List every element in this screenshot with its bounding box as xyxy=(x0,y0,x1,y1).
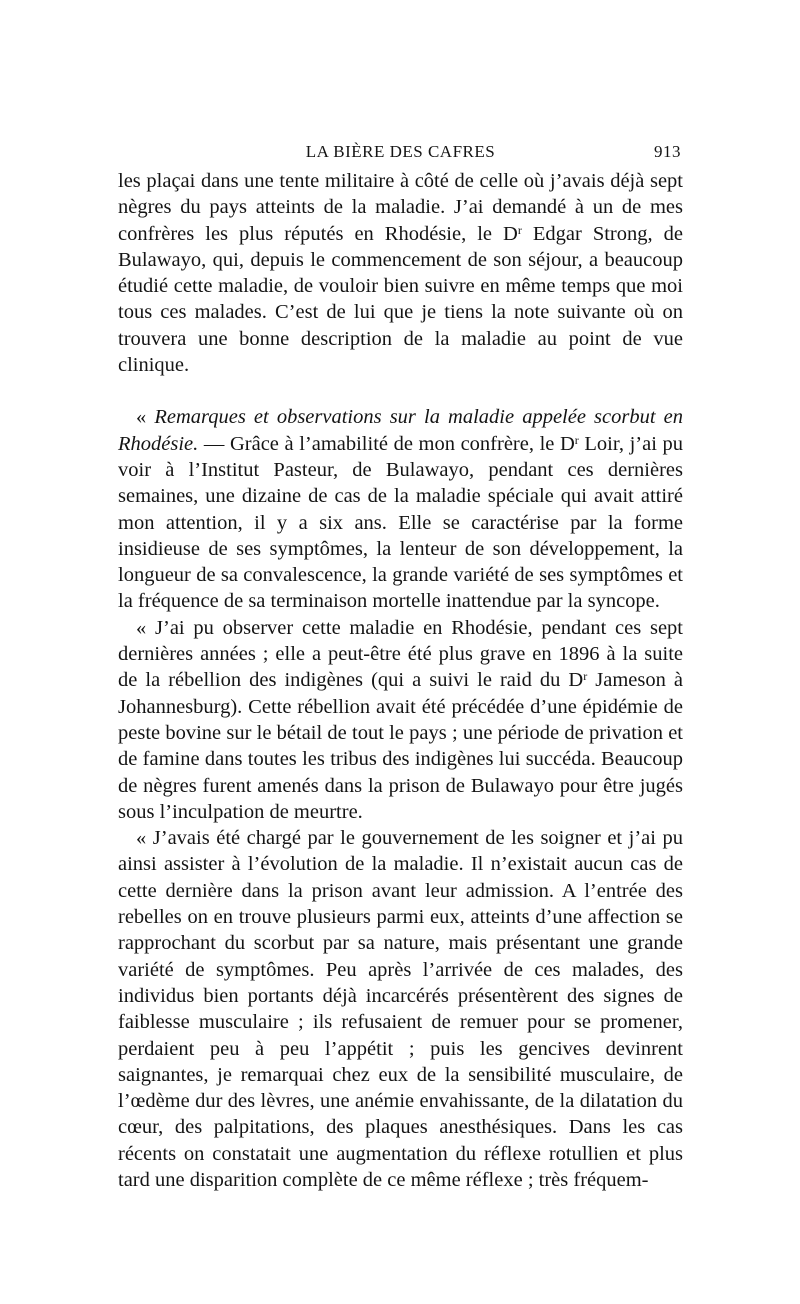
section-title-italic: Remarques et observations sur la maladie appelée scorbut en Rhodésie. xyxy=(118,406,684,455)
paragraph-3-text-a: « J’ai pu observer cette maladie en Rhodésie, pendant ces sept dernières années ; elle a peut-être été plus grave en 1896 à la suite de la rébellion des indigènes (qui a suivi le raid du D xyxy=(118,616,683,692)
page-number: 913 xyxy=(654,142,681,161)
paragraph-3 xyxy=(118,615,683,825)
paragraph-3-text-b: Jameson à Johannesburg). Cette rébellion avait été précédée d’une épidémie de peste bovine sur le bétail de tout le pays ; une période de privation et de famine dans toutes les tribus des indigènes lui succéda. Beaucoup de nègres furent amenés dans la prison de Bulawayo pour être jugés sous l’inculpation de meurtre. xyxy=(118,669,683,823)
paragraph-2 xyxy=(118,404,683,614)
doctor-abbrev-sup: r xyxy=(574,432,579,447)
book-page xyxy=(118,138,683,1193)
paragraph-2-quote-open: « xyxy=(136,406,155,429)
paragraph-4: « J’avais été chargé par le gouvernement de les soigner et j’ai pu ainsi assister à l’évolution de la maladie. Il n’existait aucun cas de cette dernière dans la prison avant leur admission. A l’entrée des rebelles on en trouve plusieurs parmi eux, atteints d’une affection se rapprochant du scorbut par sa nature, mais présentant une grande variété de symptômes. Peu après l’arrivée de ces malades, des individus bien portants déjà incarcérés présentèrent des signes de faiblesse musculaire ; ils refusaient de remuer pour se promener, perdaient peu à peu l’appétit ; puis les gencives devinrent saignantes, je remarquai chez eux de la sensibilité musculaire, de l’œdème dur des lèvres, une anémie envahissante, de la dilatation du cœur, des palpitations, des plaques anesthésiques. Dans les cas récents on constatait une augmentation du réflexe rotullien et plus tard une disparition complète de ce même réflexe ; très fréquem- xyxy=(118,827,683,1191)
paragraph-2-text-b: Loir, j’ai pu voir à l’Institut Pasteur, de Bulawayo, pendant ces dernières semaines, une dizaine de cas de la maladie spéciale qui avait attiré mon attention, il y a six ans. Elle se caractérise par la forme insidieuse de ses symptômes, la lenteur de son développement, la longueur de sa convalescence, la grande variété de ses symptômes et la fréquence de sa terminaison mortelle inattendue par la syncope. xyxy=(118,432,683,613)
paragraph-2-text-a: — Grâce à l’amabilité de mon confrère, le D xyxy=(198,432,575,455)
running-title: LA BIÈRE DES CAFRES xyxy=(305,142,496,161)
paragraph-1-text-a: les plaçai dans une tente militaire à côté de celle où j’avais déjà sept nègres du pays atteints de la maladie. J’ai demandé à un de mes confrères les plus réputés en Rhodésie, le D xyxy=(118,170,683,245)
paragraph-1 xyxy=(118,168,683,378)
running-head xyxy=(118,138,683,168)
doctor-abbrev-sup: r xyxy=(583,669,588,684)
doctor-abbrev-sup: r xyxy=(517,222,522,237)
paragraph-1-text-b: Edgar Strong, de Bulawayo, qui, depuis le commencement de son séjour, a beaucoup étudié cette maladie, de vouloir bien suivre en même temps que moi tous ces malades. C’est de lui que je tiens la note suivante où on trouvera une bonne description de la maladie au point de vue clinique. xyxy=(118,222,683,377)
